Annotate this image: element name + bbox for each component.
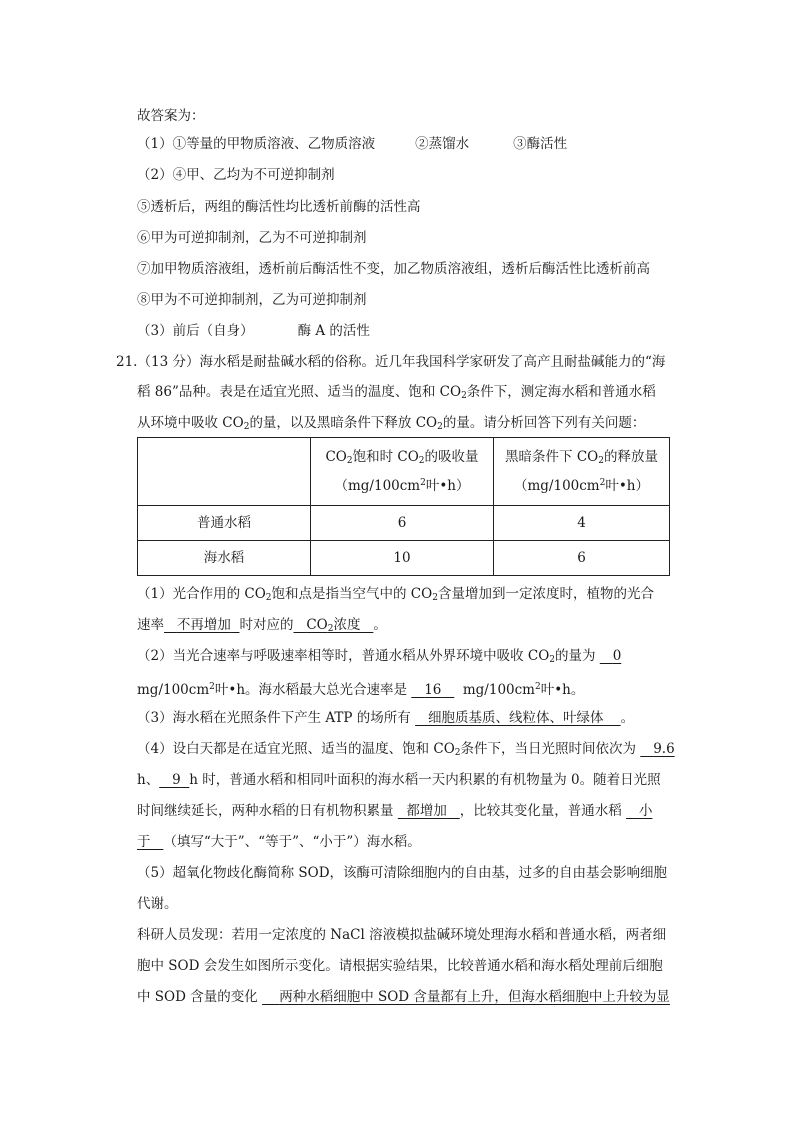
- question-stem-line-1: [116, 352, 665, 372]
- subscript: 2: [437, 422, 443, 432]
- q4-text-b: 条件下，当日光照时间依次为: [460, 741, 637, 757]
- row-release-value: 4: [494, 506, 670, 541]
- q4-text-f: ，比较其变化量，普通水稻: [459, 803, 622, 819]
- q4-line-4: [137, 832, 421, 852]
- absorb-header-unit: （$mg/100cm^2$叶•h）: [334, 478, 470, 494]
- q4-answer-blank-4-cont: 于: [137, 834, 151, 850]
- answer-1-part-a: （1）①等量的甲物质溶液、乙物质溶液: [137, 136, 376, 152]
- answer-line-2: （2）④甲、乙均为不可逆抑制剂: [137, 167, 335, 183]
- answer-line-5: ⑤透析后，两组的酶活性均比透析前酶的活性高: [137, 199, 421, 215]
- absorb-header-title: $CO_2$饱和时 $CO_2$的吸收量: [325, 449, 479, 466]
- q2-line-1: （2）当光合速率与呼吸速率相等时，普通水稻从外界环境中吸收 $CO_2$的量为 0: [137, 648, 622, 665]
- answer-1-part-c: ③酶活性: [513, 136, 568, 152]
- answer-header: 故答案为：: [137, 108, 205, 124]
- answer-line-6: ⑥甲为可逆抑制剂，乙为不可逆抑制剂: [137, 230, 367, 246]
- row-name: 海水稻: [138, 541, 311, 576]
- question-stem-line-2: [137, 382, 656, 406]
- row-absorb-value: 6: [311, 506, 494, 541]
- table-row: [138, 506, 670, 541]
- q3-text: （3）海水稻在光照条件下产生 ATP 的场所有: [137, 710, 411, 726]
- answer-line-8: ⑧甲为不可逆抑制剂，乙为可逆抑制剂: [137, 292, 367, 308]
- q4-answer-blank-3: 都增加: [406, 803, 447, 819]
- q4-text-g: （填写“大于”、“等于”、“小于”）海水稻。: [163, 834, 421, 850]
- question-number: 21.: [116, 354, 138, 370]
- question-stem-line-3: [137, 413, 645, 437]
- q1-text-c: 含量增加到一定浓度时，植物的光合: [437, 586, 654, 602]
- answer-3-part-a: （3）前后（自身）: [137, 323, 254, 339]
- q1-answer-blank-1: 不再增加: [176, 617, 231, 633]
- release-header-unit: （$mg/100cm^2$叶•h）: [513, 478, 650, 494]
- q1-text-e: 时对应的: [239, 617, 294, 633]
- q2-answer-blank-2: 16: [424, 682, 442, 698]
- subscript: 2: [461, 391, 467, 401]
- answer-line-7: ⑦加甲物质溶液组，透析前后酶活性不变，加乙物质溶液组，透析后酶活性比透析前高: [137, 261, 650, 277]
- q1-text-b: 饱和点是指当空气中的 CO: [271, 586, 433, 602]
- answer-3-part-b: 酶 A 的活性: [297, 323, 370, 339]
- q5-line-3: 科研人员发现：若用一定浓度的 NaCl 溶液模拟盐碱环境处理海水稻和普通水稻，两者细: [137, 927, 667, 943]
- q3-line: [137, 708, 634, 728]
- q3-answer-blank: 细胞质基质、线粒体、叶绿体: [427, 710, 604, 726]
- q2-text-d: 叶•h。海水稻最大总光合速率是: [214, 682, 408, 698]
- q1-line-1: （1）光合作用的 $CO_2$饱和点是指当空气中的 $CO_2$含量增加到一定浓度时，植物的光合: [137, 586, 654, 603]
- table-header-release: [494, 438, 670, 506]
- row-release-value: 6: [494, 541, 670, 576]
- stem-text-2b: 条件下，测定海水稻和普通水稻: [466, 384, 656, 400]
- q5-line-1: （5）超氧化物歧化酶简称 SOD，该酶可清除细胞内的自由基，过多的自由基会影响细胞: [137, 865, 668, 881]
- q4-text-e: 时间继续延长，两种水稻的日有机物积累量: [137, 803, 394, 819]
- q4-text-d: h 时，普通水稻和相同叶面积的海水稻一天内积累的有机物量为 0。随着日光照: [189, 772, 661, 788]
- table-header-row: [138, 438, 670, 506]
- q2-answer-blank-1: 0: [612, 648, 622, 664]
- q4-answer-blank-2: 9: [172, 772, 181, 788]
- q3-end: 。: [620, 710, 635, 726]
- q2-text-f: 叶•h。: [540, 682, 585, 698]
- q5-line-5: [137, 987, 670, 1007]
- data-table: [137, 437, 670, 576]
- q4-line-1: （4）设白天都是在适宜光照、适当的温度、饱和 $CO_2$条件下，当日光照时间依次为 9.6: [137, 741, 675, 758]
- stem-text-2a: 稻 86”品种。表是在适宜光照、适当的温度、饱和 CO: [137, 384, 462, 400]
- stem-text-3c: 的量。请分析回答下列有关问题：: [442, 415, 646, 431]
- q4-line-3: [137, 801, 652, 821]
- release-header-title: 黑暗条件下 $CO_2$的释放量: [505, 449, 658, 466]
- q1-text-a: （1）光合作用的 CO: [137, 586, 266, 602]
- subscript: 2: [243, 422, 250, 432]
- q2-text-b: 的量为: [555, 648, 596, 664]
- q5-text-a: 中 SOD 含量的变化: [137, 989, 258, 1005]
- answer-line-1: [137, 134, 567, 154]
- q4-answer-blank-1: 9.6: [653, 741, 675, 757]
- stem-text-1: （13 分）海水稻是耐盐碱水稻的俗称。近几年我国科学家研发了高产且耐盐碱能力的“海: [137, 354, 666, 370]
- q2-line-2: $mg/100cm^2$叶•h。海水稻最大总光合速率是 16 $mg/100cm^2$叶•h。: [137, 682, 585, 698]
- q1-text-f: 。: [373, 617, 387, 633]
- stem-text-3a: 从环境中吸收 CO: [137, 415, 244, 431]
- table-header-absorb: [311, 438, 494, 506]
- q4-answer-blank-4: 小: [638, 803, 653, 819]
- q1-answer-blank-2: $CO_2$浓度: [306, 617, 361, 634]
- stem-text-3b: 的量，以及黑暗条件下释放 CO: [249, 415, 438, 431]
- row-name: 普通水稻: [138, 506, 311, 541]
- q1-text-d: 速率: [137, 617, 164, 633]
- answer-1-part-b: ②蒸馏水: [415, 136, 470, 152]
- q2-text-c: mg/100cm: [137, 682, 210, 698]
- q2-text-a: （2）当光合速率与呼吸速率相等时，普通水稻从外界环境中吸收 CO: [137, 648, 550, 664]
- q5-answer-blank: 两种水稻细胞中 SOD 含量都有上升，但海水稻细胞中上升较为显: [279, 989, 670, 1005]
- q5-line-2: 代谢。: [137, 896, 178, 912]
- row-absorb-value: 10: [311, 541, 494, 576]
- q5-line-4: 胞中 SOD 会发生如图所示变化。请根据实验结果，比较普通水稻和海水稻处理前后细胞: [137, 958, 663, 974]
- table-corner-cell: [138, 438, 311, 506]
- q4-line-2: [137, 770, 661, 790]
- table-row: [138, 541, 670, 576]
- q1-line-2: [137, 615, 387, 639]
- q2-text-e: mg/100cm: [462, 682, 535, 698]
- answer-line-3: [137, 321, 370, 341]
- q4-text-c: h、: [137, 772, 160, 788]
- q4-text-a: （4）设白天都是在适宜光照、适当的温度、饱和 CO: [137, 741, 455, 757]
